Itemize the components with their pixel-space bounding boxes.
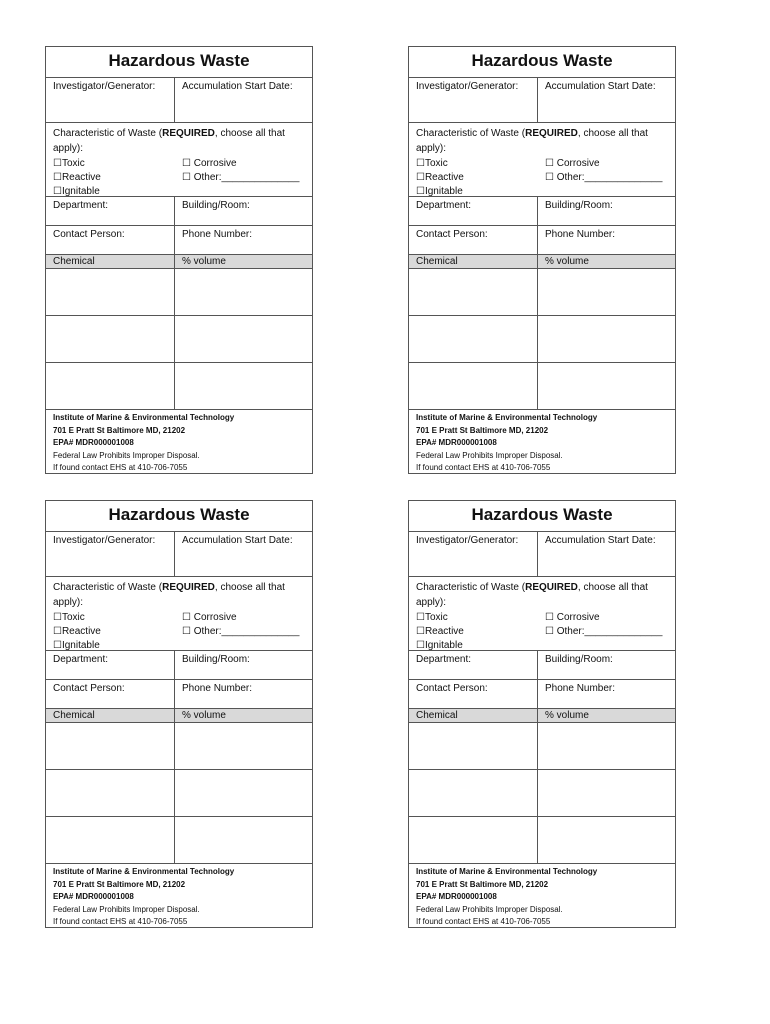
phone-number-field: Phone Number: <box>545 229 616 240</box>
footer-address: 701 E Pratt St Baltimore MD, 21202 <box>416 879 549 889</box>
footer-epa: EPA# MDR000001008 <box>416 438 497 447</box>
footer-epa: EPA# MDR000001008 <box>416 892 497 901</box>
characteristic-section <box>409 577 675 650</box>
label-footer <box>46 864 312 929</box>
chemical-header: Chemical <box>409 255 538 268</box>
volume-header: % volume <box>182 710 226 721</box>
corrosive-checkbox: ☐ Corrosive <box>545 612 600 623</box>
footer-contact: If found contact EHS at 410-706-7055 <box>53 917 188 926</box>
corrosive-checkbox: ☐ Corrosive <box>182 158 237 169</box>
building-room-field: Building/Room: <box>182 200 250 211</box>
toxic-checkbox: ☐Toxic <box>416 158 448 169</box>
chemical-row <box>409 817 675 864</box>
chemical-row <box>46 316 312 363</box>
chemical-row <box>46 363 312 410</box>
chemical-row <box>409 723 675 770</box>
chemical-row <box>409 316 675 363</box>
footer-law: Federal Law Prohibits Improper Disposal. <box>53 904 200 914</box>
characteristic-section <box>46 123 312 196</box>
label-title: Hazardous Waste <box>46 47 312 78</box>
footer-org: Institute of Marine & Environmental Technology <box>416 867 598 876</box>
corrosive-checkbox: ☐ Corrosive <box>545 158 600 169</box>
volume-header: % volume <box>545 256 589 267</box>
characteristic-section <box>409 123 675 196</box>
contact-person-field: Contact Person: <box>46 226 175 254</box>
label-title: Hazardous Waste <box>46 501 312 532</box>
phone-number-field: Phone Number: <box>182 229 253 240</box>
other-checkbox: ☐ Other:______________ <box>182 626 300 637</box>
footer-contact: If found contact EHS at 410-706-7055 <box>416 917 551 926</box>
contact-person-field: Contact Person: <box>46 680 175 708</box>
building-room-field: Building/Room: <box>545 200 613 211</box>
characteristic-question: Characteristic of Waste (REQUIRED, choose all that apply): <box>53 582 285 608</box>
reactive-checkbox: ☐Reactive <box>416 172 464 183</box>
waste-label-bottom-left <box>45 500 313 928</box>
building-room-field: Building/Room: <box>182 654 250 665</box>
chemical-row <box>46 817 312 864</box>
footer-org: Institute of Marine & Environmental Technology <box>53 867 235 876</box>
accumulation-date-field: Accumulation Start Date: <box>182 81 293 92</box>
reactive-checkbox: ☐Reactive <box>53 172 101 183</box>
chemical-row <box>46 770 312 817</box>
ignitable-checkbox: ☐Ignitable <box>53 640 100 651</box>
accumulation-date-field: Accumulation Start Date: <box>545 535 656 546</box>
footer-law: Federal Law Prohibits Improper Disposal. <box>416 904 563 914</box>
characteristic-section <box>46 577 312 650</box>
volume-header: % volume <box>182 256 226 267</box>
label-footer <box>46 410 312 475</box>
chemical-header: Chemical <box>409 709 538 722</box>
label-title: Hazardous Waste <box>409 501 675 532</box>
footer-org: Institute of Marine & Environmental Technology <box>416 413 598 422</box>
toxic-checkbox: ☐Toxic <box>416 612 448 623</box>
accumulation-date-field: Accumulation Start Date: <box>545 81 656 92</box>
department-field: Department: <box>409 651 538 679</box>
toxic-checkbox: ☐Toxic <box>53 158 85 169</box>
ignitable-checkbox: ☐Ignitable <box>416 640 463 651</box>
footer-contact: If found contact EHS at 410-706-7055 <box>416 463 551 472</box>
waste-label-bottom-right <box>408 500 676 928</box>
contact-person-field: Contact Person: <box>409 226 538 254</box>
waste-label-top-left <box>45 46 313 474</box>
label-title: Hazardous Waste <box>409 47 675 78</box>
footer-epa: EPA# MDR000001008 <box>53 892 134 901</box>
contact-person-field: Contact Person: <box>409 680 538 708</box>
characteristic-question: Characteristic of Waste (REQUIRED, choose all that apply): <box>416 582 648 608</box>
department-field: Department: <box>46 651 175 679</box>
other-checkbox: ☐ Other:______________ <box>182 172 300 183</box>
waste-label-top-right <box>408 46 676 474</box>
investigator-field: Investigator/Generator: <box>46 532 175 576</box>
chemical-row <box>46 269 312 316</box>
ignitable-checkbox: ☐Ignitable <box>53 186 100 197</box>
footer-law: Federal Law Prohibits Improper Disposal. <box>53 450 200 460</box>
chemical-header: Chemical <box>46 255 175 268</box>
accumulation-date-field: Accumulation Start Date: <box>182 535 293 546</box>
toxic-checkbox: ☐Toxic <box>53 612 85 623</box>
department-field: Department: <box>409 197 538 225</box>
label-footer <box>409 410 675 475</box>
investigator-field: Investigator/Generator: <box>409 532 538 576</box>
volume-header: % volume <box>545 710 589 721</box>
department-field: Department: <box>46 197 175 225</box>
reactive-checkbox: ☐Reactive <box>53 626 101 637</box>
footer-law: Federal Law Prohibits Improper Disposal. <box>416 450 563 460</box>
building-room-field: Building/Room: <box>545 654 613 665</box>
corrosive-checkbox: ☐ Corrosive <box>182 612 237 623</box>
other-checkbox: ☐ Other:______________ <box>545 626 663 637</box>
investigator-field: Investigator/Generator: <box>409 78 538 122</box>
phone-number-field: Phone Number: <box>545 683 616 694</box>
footer-contact: If found contact EHS at 410-706-7055 <box>53 463 188 472</box>
chemical-row <box>409 770 675 817</box>
label-footer <box>409 864 675 929</box>
characteristic-question: Characteristic of Waste (REQUIRED, choose all that apply): <box>416 128 648 154</box>
phone-number-field: Phone Number: <box>182 683 253 694</box>
footer-address: 701 E Pratt St Baltimore MD, 21202 <box>53 879 186 889</box>
footer-epa: EPA# MDR000001008 <box>53 438 134 447</box>
characteristic-question: Characteristic of Waste (REQUIRED, choose all that apply): <box>53 128 285 154</box>
chemical-header: Chemical <box>46 709 175 722</box>
chemical-row <box>46 723 312 770</box>
chemical-row <box>409 363 675 410</box>
footer-org: Institute of Marine & Environmental Technology <box>53 413 235 422</box>
ignitable-checkbox: ☐Ignitable <box>416 186 463 197</box>
footer-address: 701 E Pratt St Baltimore MD, 21202 <box>53 425 186 435</box>
chemical-row <box>409 269 675 316</box>
investigator-field: Investigator/Generator: <box>46 78 175 122</box>
footer-address: 701 E Pratt St Baltimore MD, 21202 <box>416 425 549 435</box>
other-checkbox: ☐ Other:______________ <box>545 172 663 183</box>
reactive-checkbox: ☐Reactive <box>416 626 464 637</box>
